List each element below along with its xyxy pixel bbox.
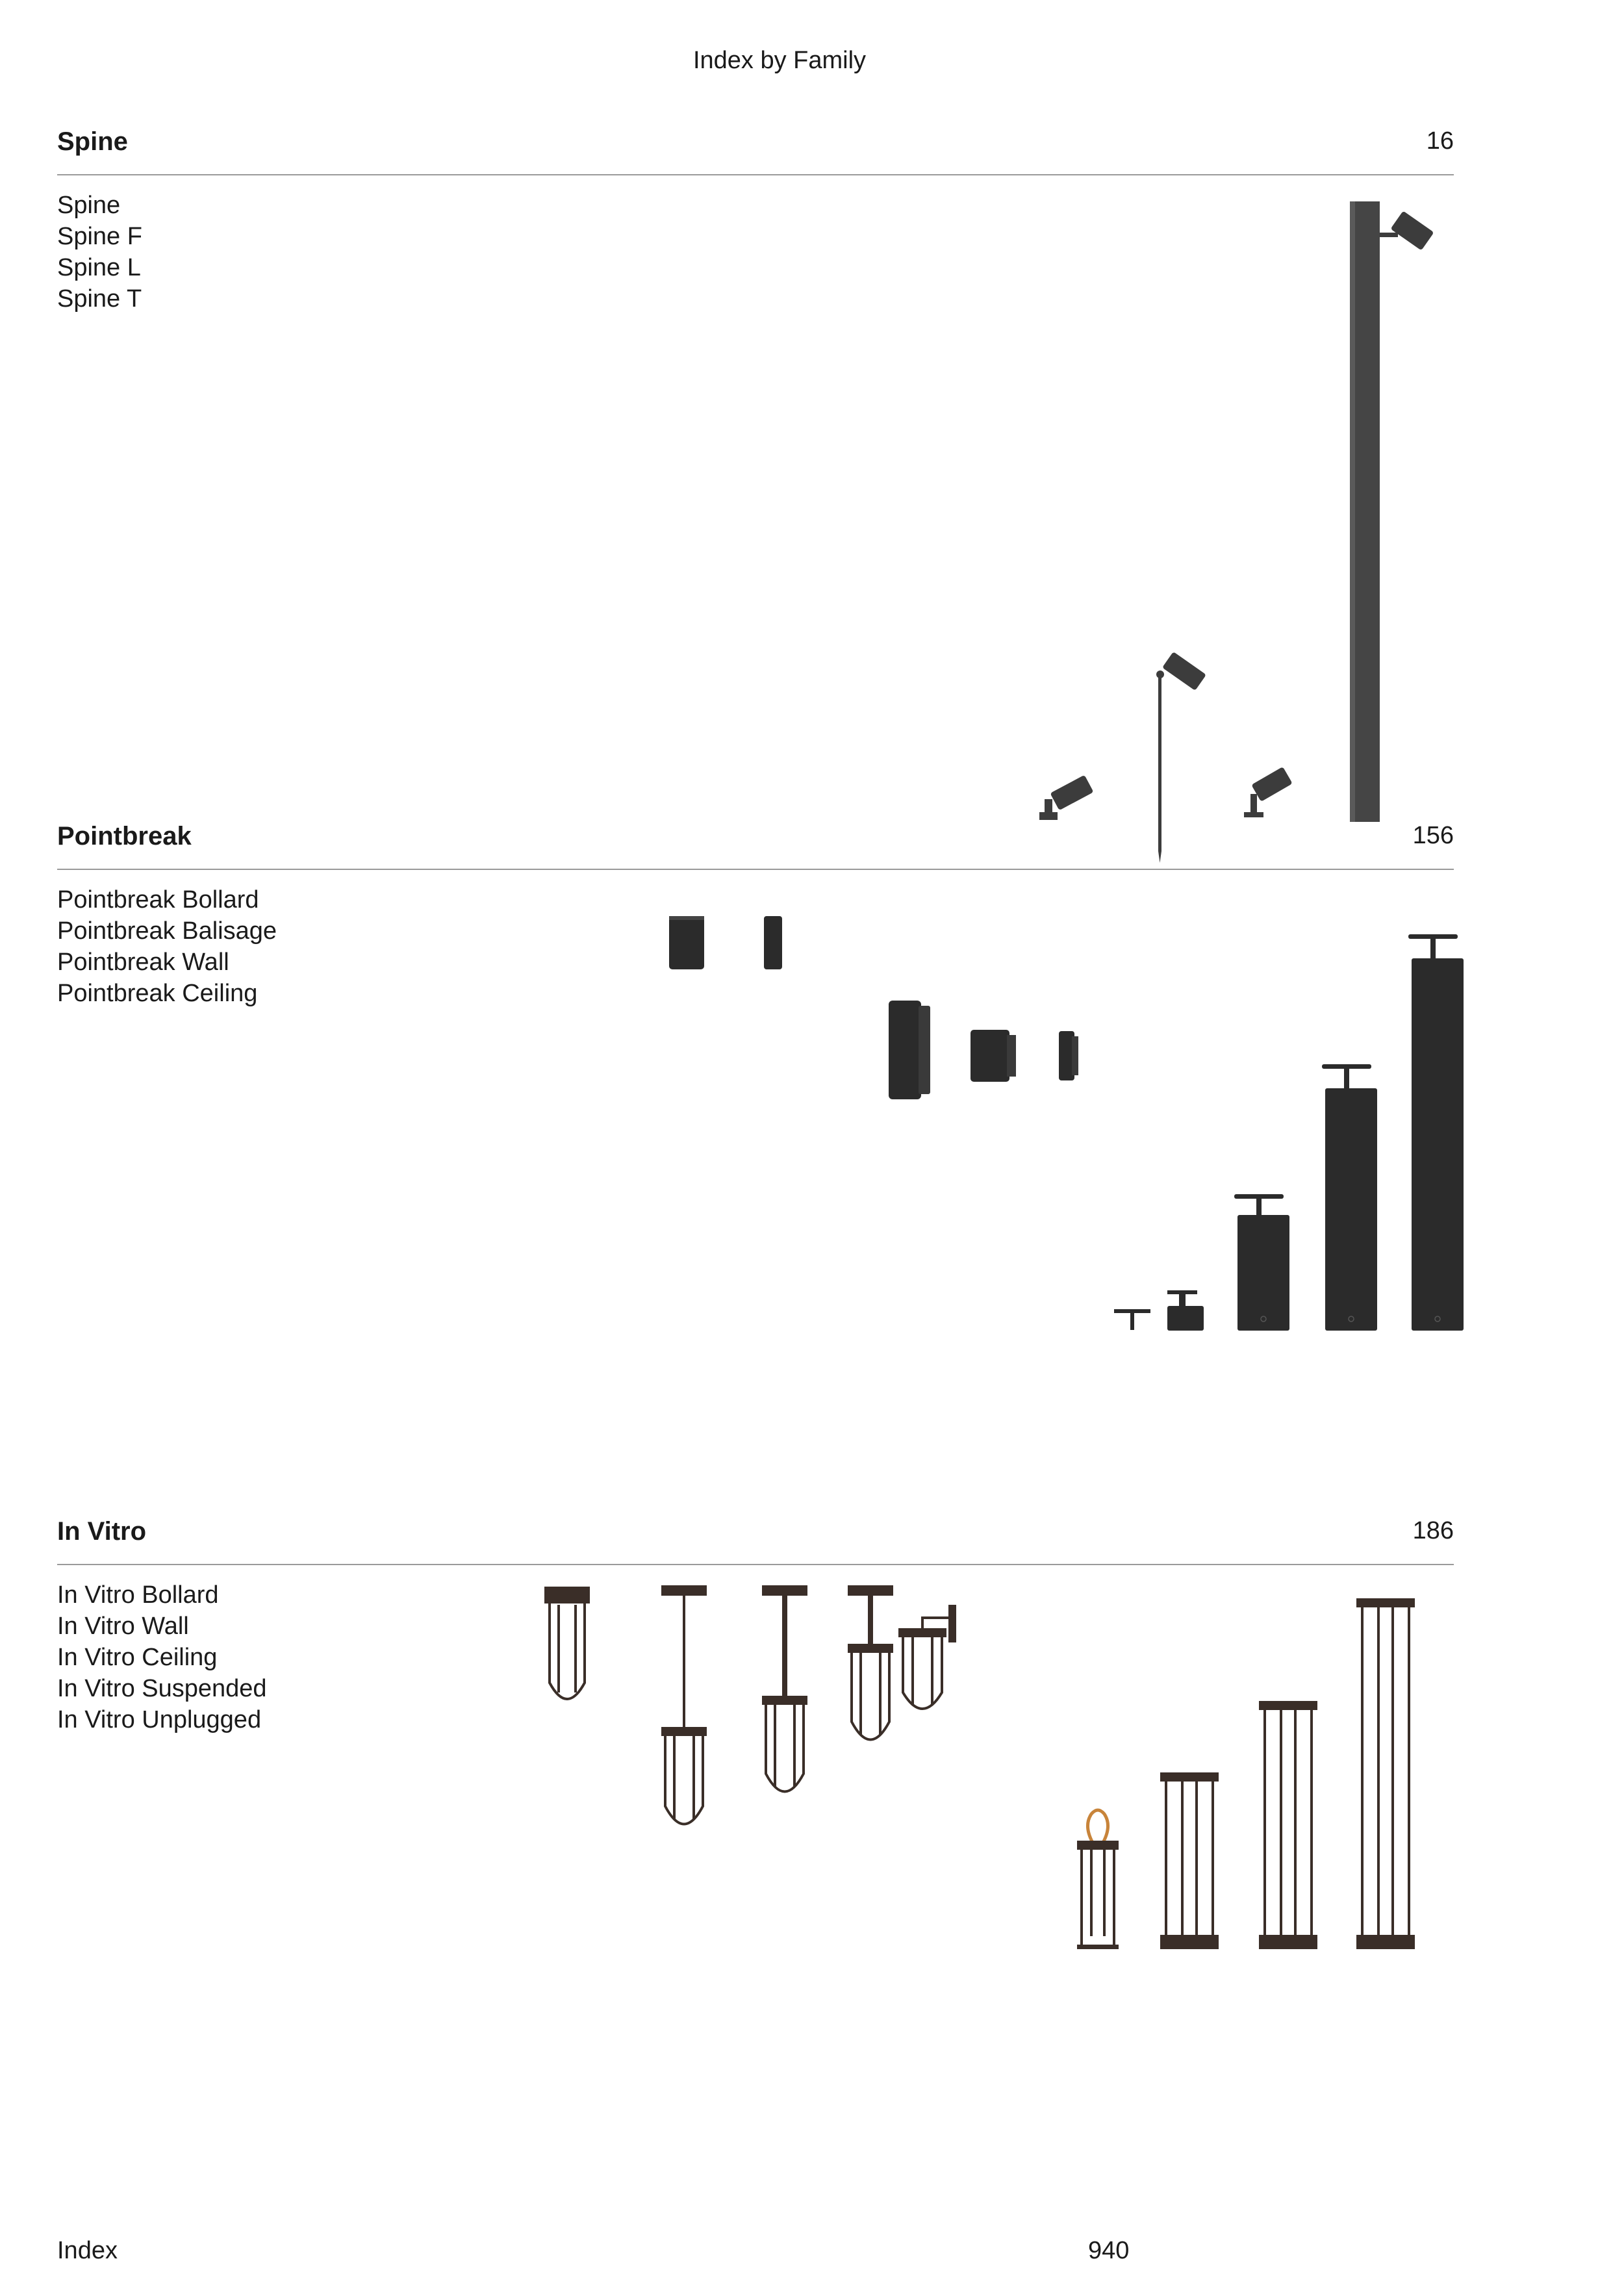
spine-small-spot-image bbox=[1244, 767, 1293, 817]
product-item: Spine L bbox=[57, 254, 141, 281]
in-vitro-product-illustrations bbox=[533, 1585, 1455, 1949]
section-divider bbox=[57, 869, 1454, 870]
product-item: Pointbreak Wall bbox=[57, 949, 229, 976]
pointbreak-bollard-image bbox=[1234, 934, 1464, 1331]
product-item: Spine bbox=[57, 192, 121, 219]
product-item: In Vitro Unplugged bbox=[57, 1706, 262, 1733]
section-divider bbox=[57, 1564, 1454, 1565]
in-vitro-ceiling-stem-image bbox=[763, 1587, 892, 1792]
pointbreak-product-illustrations bbox=[650, 903, 1475, 1358]
product-item: In Vitro Bollard bbox=[57, 1581, 219, 1609]
product-item: Spine T bbox=[57, 285, 142, 313]
footer-page-number: 940 bbox=[1088, 2237, 1130, 2264]
product-item: In Vitro Suspended bbox=[57, 1675, 267, 1702]
section-title: In Vitro bbox=[57, 1517, 147, 1546]
spine-wall-spot-image bbox=[1039, 775, 1094, 820]
in-vitro-bollard-image bbox=[1161, 1600, 1414, 1949]
product-item: In Vitro Ceiling bbox=[57, 1644, 218, 1671]
spine-spike-image bbox=[1156, 652, 1206, 863]
product-list bbox=[57, 1579, 267, 1735]
product-item: Pointbreak Ceiling bbox=[57, 980, 258, 1007]
section-page-number: 156 bbox=[1412, 822, 1454, 849]
product-item: Pointbreak Bollard bbox=[57, 886, 259, 913]
in-vitro-suspended-image bbox=[663, 1587, 705, 1824]
footer-label: Index bbox=[57, 2237, 118, 2264]
section-page-number: 186 bbox=[1412, 1517, 1454, 1544]
spine-pole-image bbox=[1350, 201, 1434, 822]
section-title: Spine bbox=[57, 127, 128, 156]
spine-product-illustrations bbox=[1026, 195, 1442, 864]
product-list bbox=[57, 190, 142, 314]
product-item: Pointbreak Balisage bbox=[57, 917, 277, 945]
product-item: In Vitro Wall bbox=[57, 1613, 189, 1640]
in-vitro-ceiling-image bbox=[546, 1588, 589, 1699]
page-header: Index by Family bbox=[692, 47, 867, 74]
product-list bbox=[57, 884, 277, 1009]
in-vitro-unplugged-image bbox=[1078, 1810, 1117, 1949]
pointbreak-ceiling-image bbox=[669, 916, 782, 969]
pointbreak-wall-image bbox=[889, 1001, 1078, 1099]
section-title: Pointbreak bbox=[57, 822, 192, 850]
pointbreak-balisage-image bbox=[1114, 1290, 1204, 1331]
section-page-number: 16 bbox=[1426, 127, 1454, 155]
product-item: Spine F bbox=[57, 223, 142, 250]
in-vitro-wall-image bbox=[900, 1605, 956, 1709]
section-divider bbox=[57, 174, 1454, 175]
